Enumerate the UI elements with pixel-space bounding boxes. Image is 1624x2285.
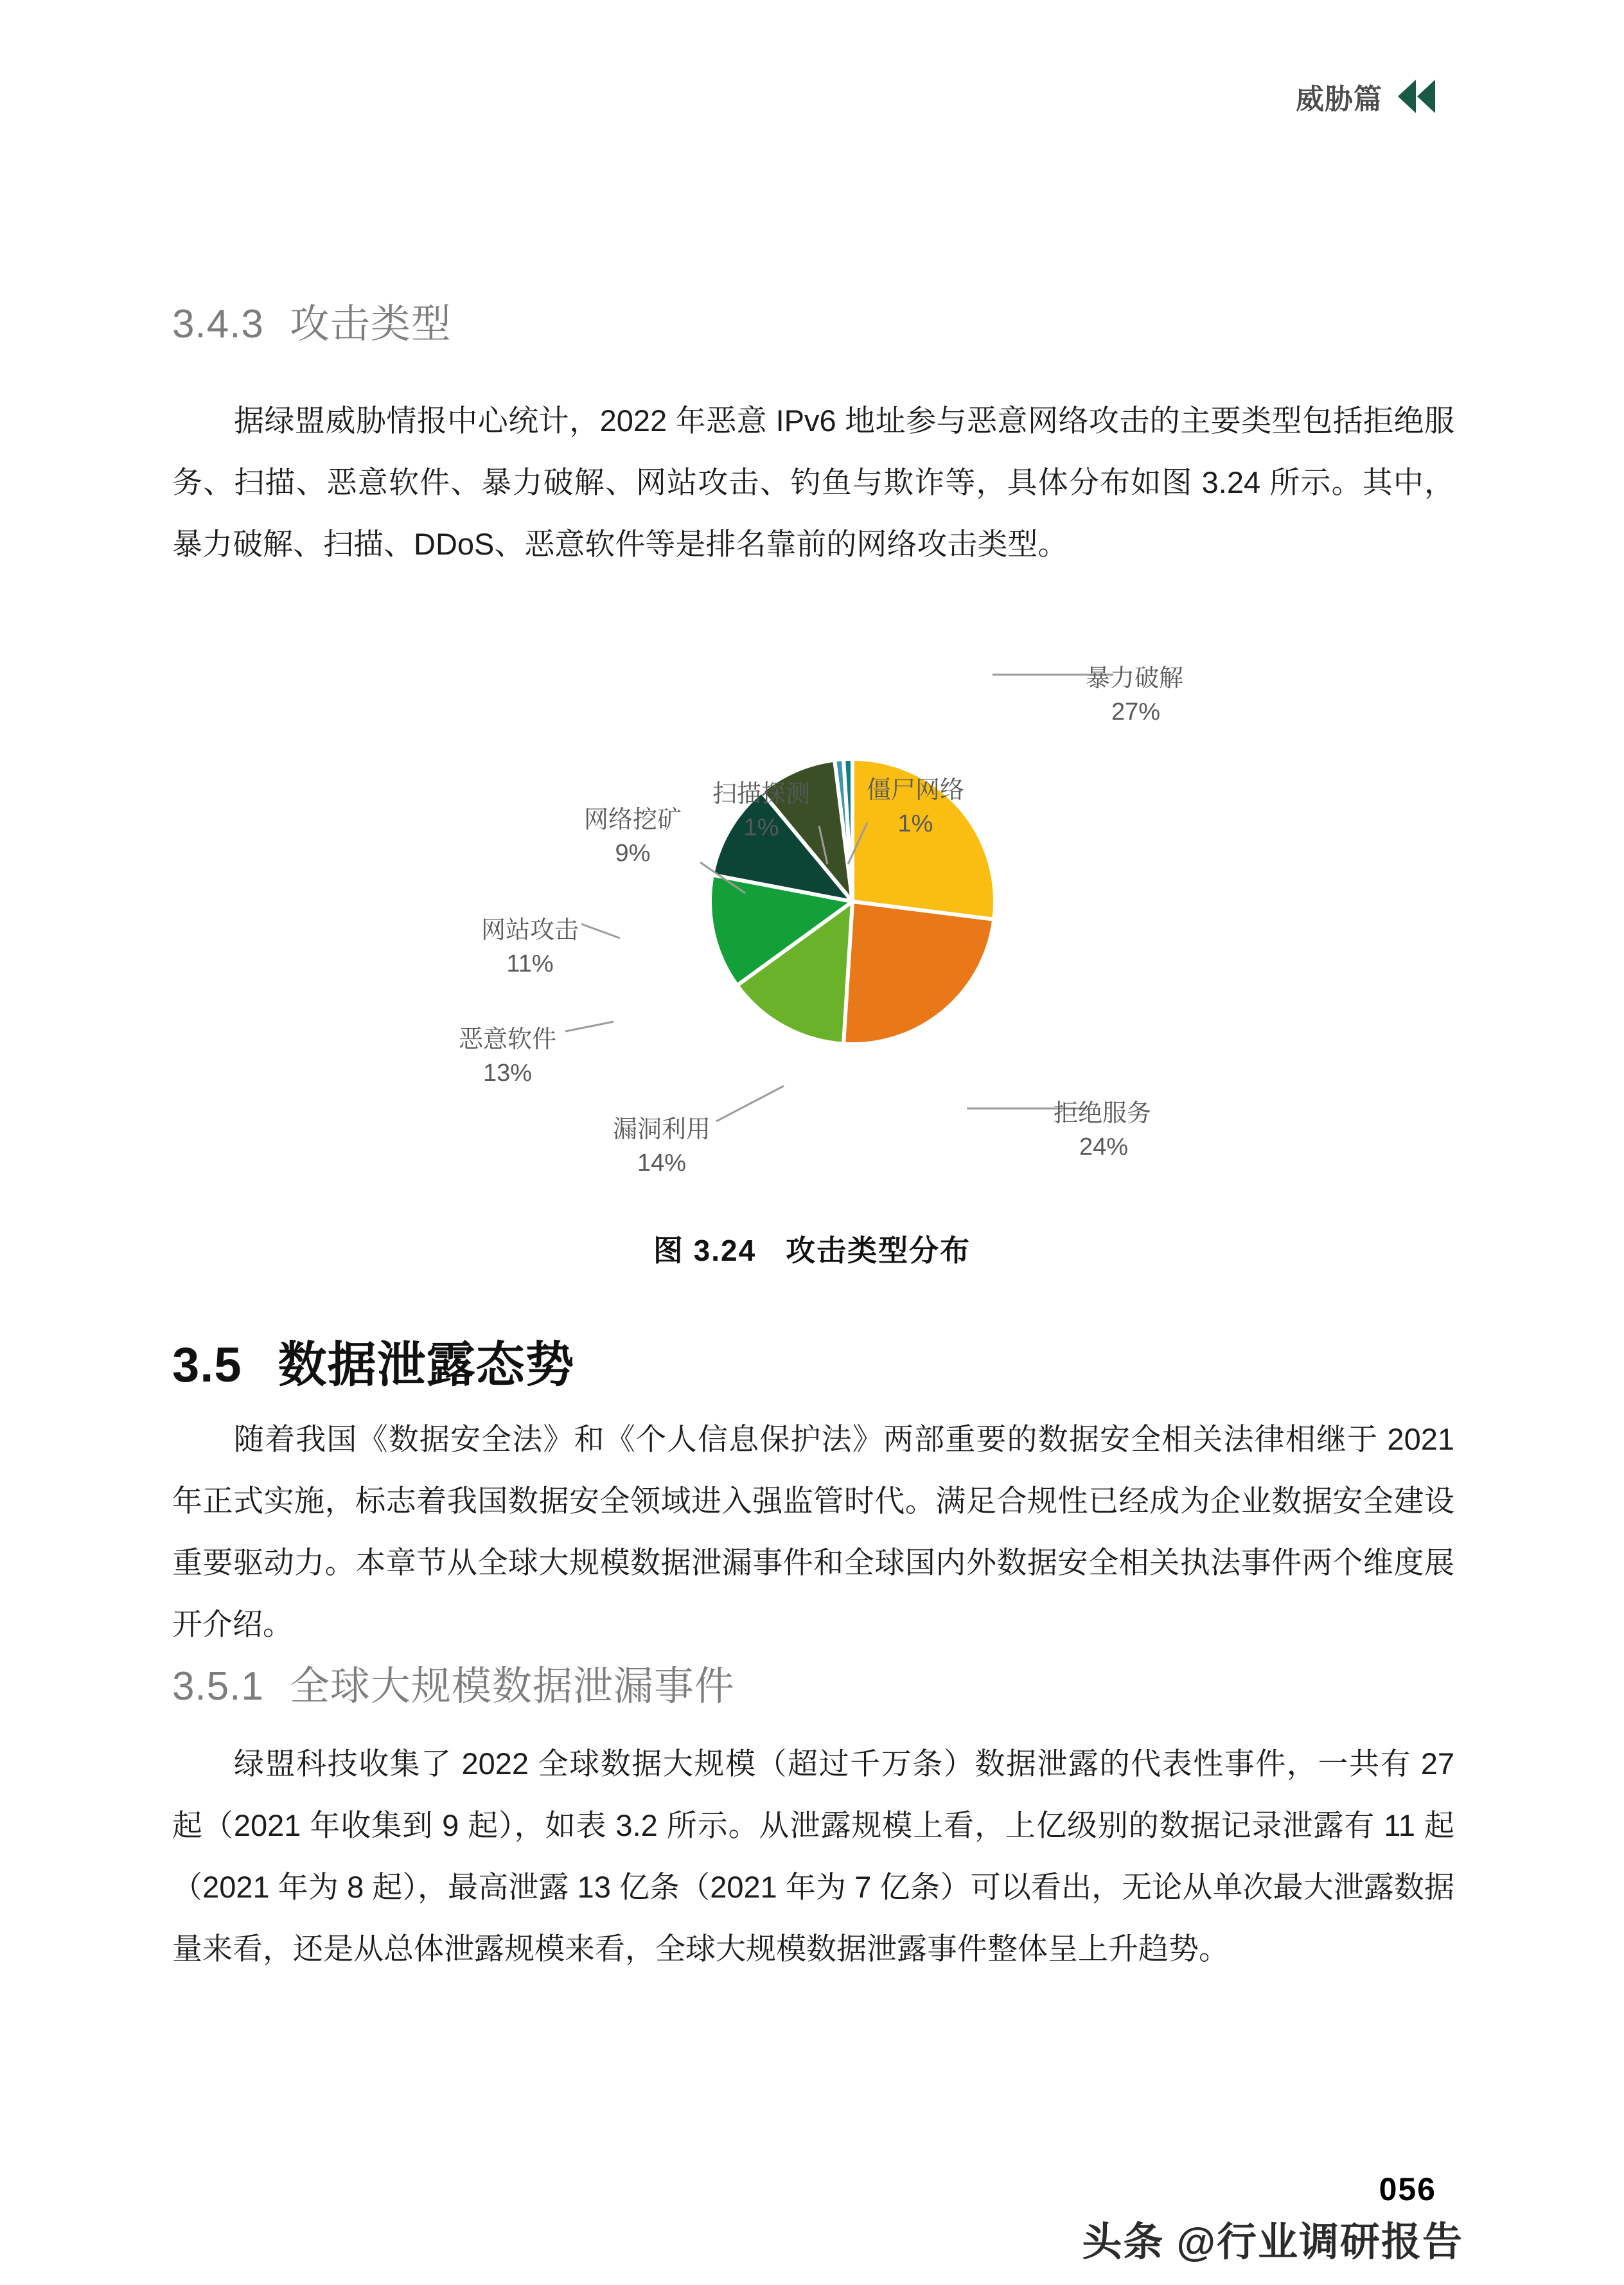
pie-label-name: 网络挖矿 [583,806,682,833]
pie-label-value: 1% [897,810,933,837]
pie-label-value: 11% [506,950,554,977]
heading-3-4-3-title: 攻击类型 [289,302,452,346]
figure-3-24 [0,572,1624,1267]
pie-label-name: 僵尸网络 [866,777,965,804]
pie-label-name: 拒绝服务 [1054,1100,1152,1127]
paragraph-3-4-3: 据绿盟威胁情报中心统计，2022 年恶意 IPv6 地址参与恶意网络攻击的主要类型包括拒绝服务、扫描、恶意软件、暴力破解、网站攻击、钓鱼与欺诈等，具体分布如图 3.24 所示。其中，暴力破解、扫描、DDoS、恶意软件等是排名靠前的网络攻击类型。 [172,404,1454,561]
paragraph-3-5: 随着我国《数据安全法》和《个人信息保护法》两部重要的数据安全相关法律相继于 2021 年正式实施，标志着我国数据安全领域进入强监管时代。满足合规性已经成为企业数据安全建设重要驱动力。本章节从全球大规模数据泄漏事件和全球国内外数据安全相关执法事件两个维度展开介绍。 [172,1422,1454,1641]
pie-label-value: 13% [482,1060,533,1087]
heading-3-5-title: 数据泄露态势 [278,1338,575,1393]
figure-caption-number: 图 3.24 [653,1234,757,1267]
pie-label-name: 网站攻击 [481,917,579,944]
page-number: 056 [1379,2171,1436,2207]
heading-3-5 [172,1326,575,1396]
heading-3-5-1-title: 全球大规模数据泄漏事件 [289,1664,735,1709]
rewind-left-icon [1397,78,1436,115]
heading-3-5-number: 3.5 [172,1338,242,1393]
heading-3-5-1 [172,1654,735,1711]
pie-label-name: 漏洞利用 [612,1116,711,1143]
running-header-label: 威胁篇 [1296,84,1382,115]
leader-line [565,1022,613,1031]
heading-3-4-3-number: 3.4.3 [172,302,264,346]
watermark: 头条 @行业调研报告 [1082,2220,1463,2264]
figure-caption-title: 攻击类型分布 [786,1234,971,1267]
leader-line [581,924,620,938]
heading-3-5-1-number: 3.5.1 [172,1664,264,1709]
pie-label-value: 24% [1079,1134,1129,1160]
leader-line [716,1086,784,1121]
running-header [1296,76,1436,117]
pie-label-name: 暴力破解 [1086,665,1184,692]
figure-caption [0,1227,1624,1270]
pie-slice [843,902,994,1044]
pie-label-value: 27% [1111,698,1161,725]
pie-label-value: 1% [743,814,779,841]
pie-label-value: 14% [637,1150,687,1177]
pie-label-name: 恶意软件 [458,1026,557,1053]
heading-3-4-3 [172,292,452,349]
pie-chart [0,572,1624,1234]
pie-label-value: 9% [615,840,651,867]
paragraph-3-5-1: 绿盟科技收集了 2022 全球数据大规模（超过千万条）数据泄露的代表性事件，一共有 27 起（2021 年收集到 9 起），如表 3.2 所示。从泄露规模上看，上亿级别的数据记录泄露有 11 起（2021 年为 8 起），最高泄露 13 亿条（2021 年为 7 亿条）可以看出，无论从单次最大泄露数据量来看，还是从总体泄露规模来看，全球大规模数据泄露事件整体呈上升趋势。 [172,1747,1454,1966]
pie-label-name: 扫描探测 [712,781,811,808]
